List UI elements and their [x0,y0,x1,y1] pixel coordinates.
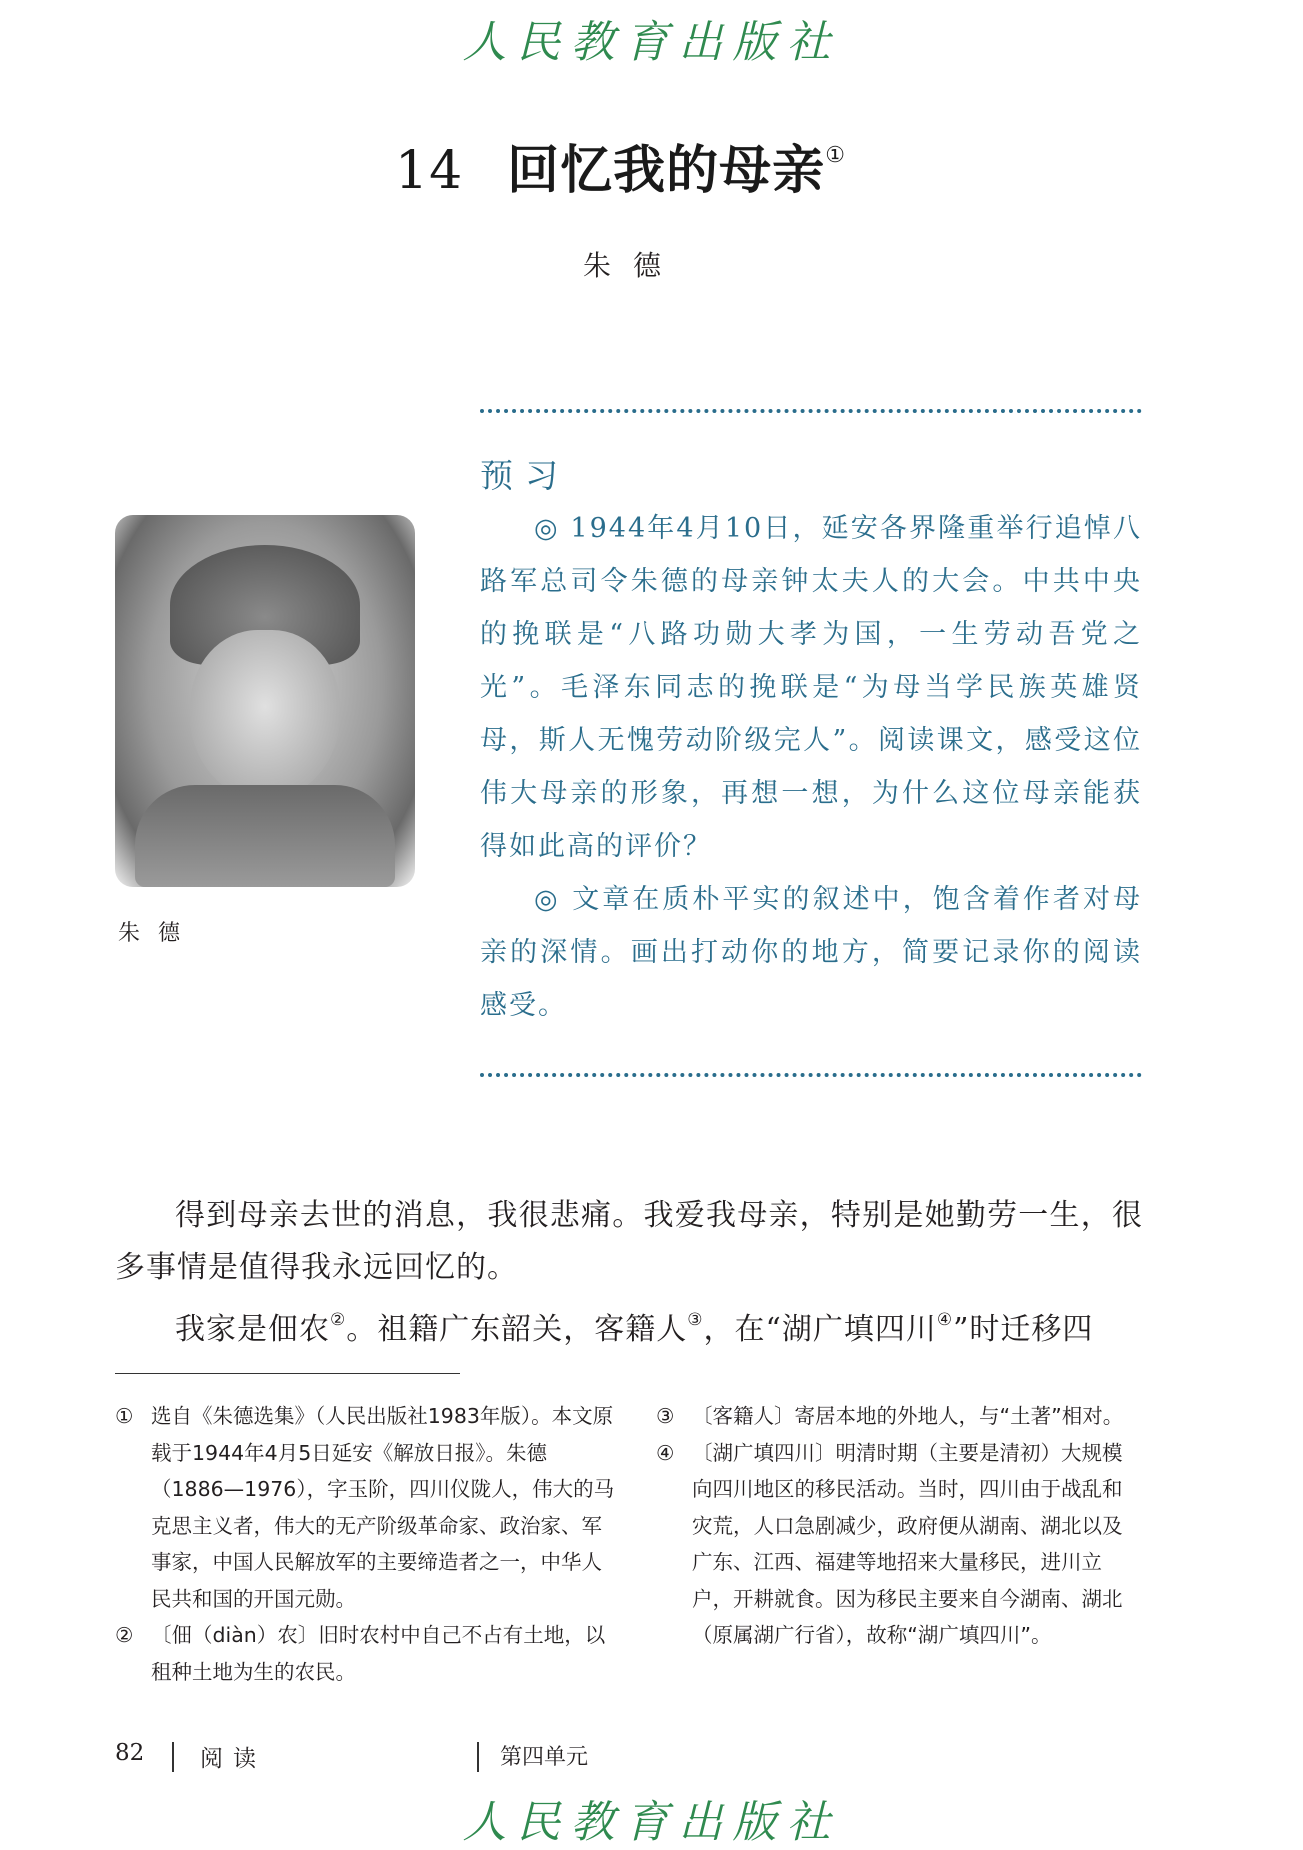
footnote-2-mark: ② [115,1623,134,1647]
body-p2-part-d: ”时迁移四 [953,1312,1094,1347]
portrait-shoulders [135,785,395,887]
body-p2-part-a: 我家是佃农 [175,1312,330,1347]
footnote-rule [115,1373,460,1374]
page-number: 82 [115,1740,145,1766]
body-p2-part-c: ，在“湖广填四川 [703,1312,937,1347]
preview-paragraph-1: ◎ 1944年4月10日，延安各界隆重举行追悼八路军总司令朱德的母亲钟太夫人的大会。中共中央的挽联是“八路功勋大孝为国，一生劳动吾党之光”。毛泽东同志的挽联是“为母当学民族英雄贤母，斯人无愧劳动阶级完人”。阅读课文，感受这位伟大母亲的形象，再想一想，为什么这位母亲能获得如此高的评价？ [480,513,1142,862]
body-paragraph-1: 得到母亲去世的消息，我很悲痛。我爱我母亲，特别是她勤劳一生，很多事情是值得我永远回忆的。 [115,1198,1143,1285]
footer-section: 阅读 [200,1746,266,1772]
footnote-3 [656,1398,1142,1435]
author-portrait-photo [115,515,415,887]
portrait-face [190,630,340,800]
footnote-ref-3[interactable]: ③ [687,1310,704,1330]
footnote-1 [115,1398,615,1617]
preview-heading: 预习 [480,456,570,495]
footnote-2-text: 〔佃（diàn）农〕旧时农村中自己不占有土地，以租种土地为生的农民。 [151,1623,606,1684]
footnote-4 [656,1435,1142,1654]
title-footnote-mark[interactable]: ① [825,143,846,168]
footnote-1-mark: ① [115,1404,134,1428]
lesson-number: 14 [395,141,464,201]
lesson-title-text: 回忆我的母亲 [507,140,826,201]
preview-top-divider [480,409,1142,413]
footnote-ref-2[interactable]: ② [330,1310,347,1330]
footnote-4-mark: ④ [656,1440,675,1465]
preview-bottom-divider [480,1073,1142,1077]
footnote-3-text: 〔客籍人〕寄居本地的外地人，与“土著”相对。 [692,1404,1124,1428]
footnote-4-text: 〔湖广填四川〕明清时期（主要是清初）大规模向四川地区的移民活动。当时，四川由于战乱和灾荒，人口急剧减少，政府便从湖南、湖北以及广东、江西、福建等地招来大量移民，进川立户，开耕就食。因为移民主要来自今湖南、湖北（原属湖广行省），故称“湖广填四川”。 [692,1440,1123,1647]
footer-separator-2 [477,1742,479,1772]
body-p2-part-b: 。祖籍广东韶关，客籍人 [346,1312,688,1347]
footnote-1-text: 选自《朱德选集》（人民出版社1983年版）。本文原载于1944年4月5日延安《解放日报》。朱德（1886—1976），字玉阶，四川仪陇人，伟大的马克思主义者，伟大的无产阶级革命家、政治家、军事家，中国人民解放军的主要缔造者之一，中华人民共和国的开国元勋。 [151,1404,615,1611]
footnote-2 [115,1617,615,1690]
lesson-author: 朱德 [583,249,684,282]
body-paragraph-2 [115,1294,1143,1356]
footnotes-right-column [656,1398,1142,1654]
footer-separator-1 [172,1742,174,1772]
lesson-title [395,128,846,203]
publisher-logo-top: 人民教育出版社 [462,17,841,68]
photo-caption: 朱德 [118,921,199,946]
preview-text [480,502,1142,1032]
footer-unit: 第四单元 [500,1745,589,1770]
footnote-ref-4[interactable]: ④ [936,1310,954,1330]
footnote-3-mark: ③ [656,1404,675,1428]
preview-paragraph-2: ◎ 文章在质朴平实的叙述中，饱含着作者对母亲的深情。画出打动你的地方，简要记录你的阅读感受。 [480,884,1142,1021]
publisher-logo-bottom: 人民教育出版社 [462,1797,841,1848]
body-text [115,1190,1143,1356]
footnotes-left-column [115,1398,615,1690]
